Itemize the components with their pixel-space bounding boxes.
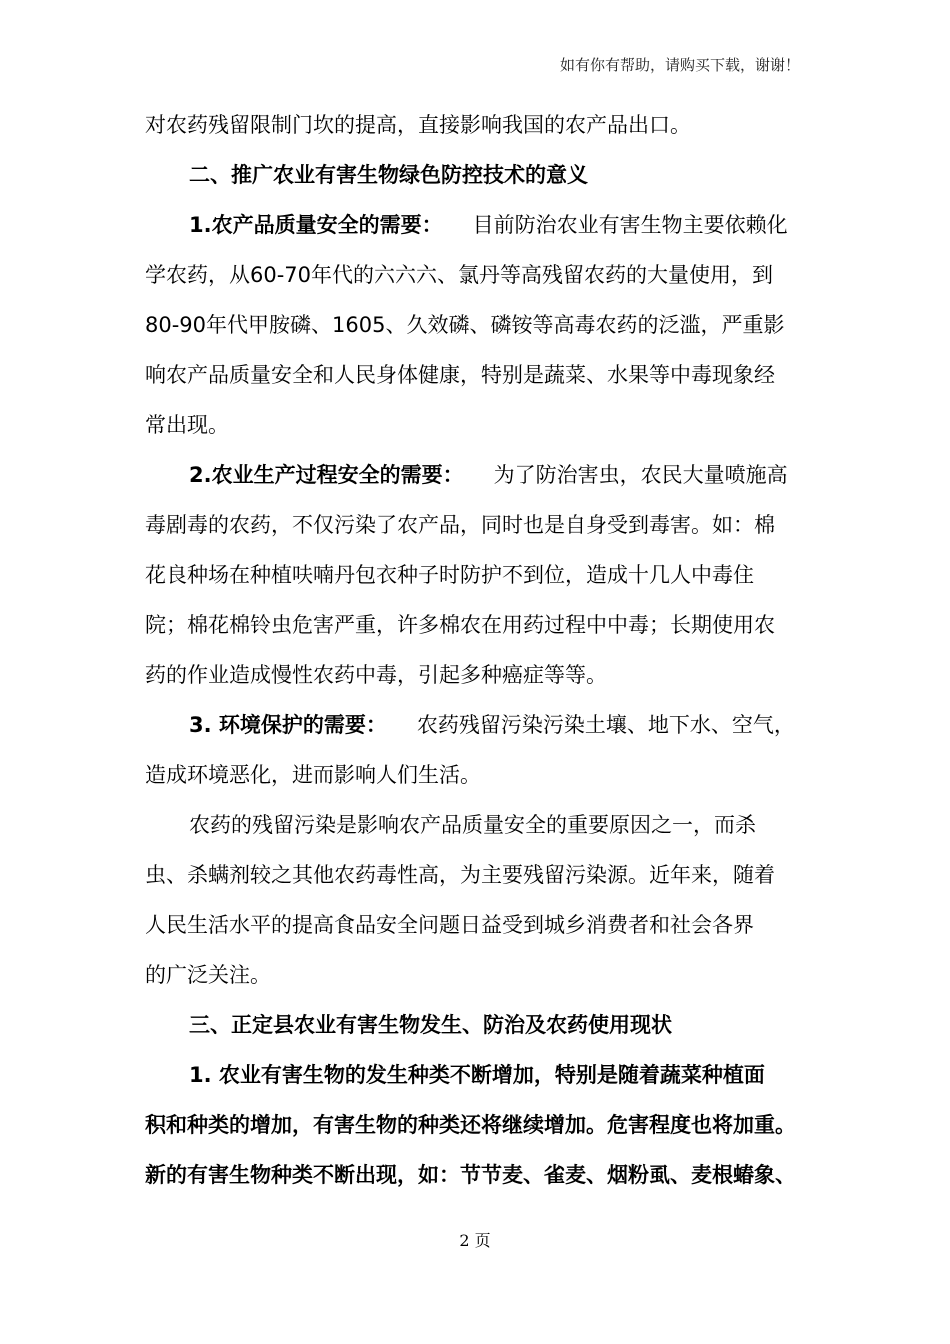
body-line: 学农药，从60-70年代的六六六、氯丹等高残留农药的大量使用，到 — [145, 263, 774, 287]
paragraph-2-line — [145, 450, 825, 500]
page-number: 2 页 — [459, 1231, 491, 1250]
body-line: 对农药残留限制门坎的提高，直接影响我国的农产品出口。 — [145, 113, 691, 137]
body-line: 响农产品质量安全和人民身体健康，特别是蔬菜、水果等中毒现象经 — [145, 363, 775, 387]
paragraph-3-heading: 3. 环境保护的需要： — [189, 713, 387, 737]
body-line: 造成环境恶化，进而影响人们生活。 — [145, 763, 481, 787]
document-body — [145, 100, 825, 1200]
body-line: 80-90年代甲胺磷、1605、久效磷、磷铵等高毒农药的泛滥，严重影 — [145, 313, 785, 337]
paragraph-2-heading: 2.农业生产过程安全的需要： — [189, 463, 464, 487]
paragraph-1-line — [145, 200, 825, 250]
paragraph-1-heading: 1.农产品质量安全的需要： — [189, 213, 443, 237]
section-heading-3: 三、正定县农业有害生物发生、防治及农药使用现状 — [189, 1013, 672, 1037]
page-header-note: 如有你有帮助，请购买下载，谢谢！ — [559, 56, 800, 74]
body-line: 药的作业造成慢性农药中毒，引起多种癌症等等。 — [145, 663, 607, 687]
paragraph-2-text: 为了防治害虫，农民大量喷施高 — [493, 463, 788, 487]
body-line: 的广泛关注。 — [145, 963, 271, 987]
body-line: 毒剧毒的农药，不仅污染了农产品，同时也是自身受到毒害。如：棉 — [145, 513, 775, 537]
paragraph-3-line — [145, 700, 825, 750]
body-line: 院；棉花棉铃虫危害严重，许多棉农在用药过程中中毒；长期使用农 — [145, 613, 775, 637]
body-line-bold: 1. 农业有害生物的发生种类不断增加，特别是随着蔬菜种植面 — [189, 1063, 765, 1087]
body-line: 农药的残留污染是影响农产品质量安全的重要原因之一，而杀 — [189, 813, 756, 837]
body-line-bold: 新的有害生物种类不断出现，如：节节麦、雀麦、烟粉虱、麦根蝽象、 — [145, 1163, 796, 1187]
paragraph-1-text: 目前防治农业有害生物主要依赖化 — [472, 213, 788, 237]
body-line: 虫、杀螨剂较之其他农药毒性高，为主要残留污染源。近年来，随着 — [145, 863, 775, 887]
body-line: 常出现。 — [145, 413, 229, 437]
body-line: 人民生活水平的提高食品安全问题日益受到城乡消费者和社会各界 — [145, 913, 754, 937]
body-line-bold: 积和种类的增加，有害生物的种类还将继续增加。危害程度也将加重。 — [145, 1113, 796, 1137]
section-heading-2: 二、推广农业有害生物绿色防控技术的意义 — [189, 163, 588, 187]
paragraph-3-text: 农药残留污染污染土壤、地下水、空气， — [416, 713, 795, 737]
body-line: 花良种场在种植呋喃丹包衣种子时防护不到位，造成十几人中毒住 — [145, 563, 754, 587]
